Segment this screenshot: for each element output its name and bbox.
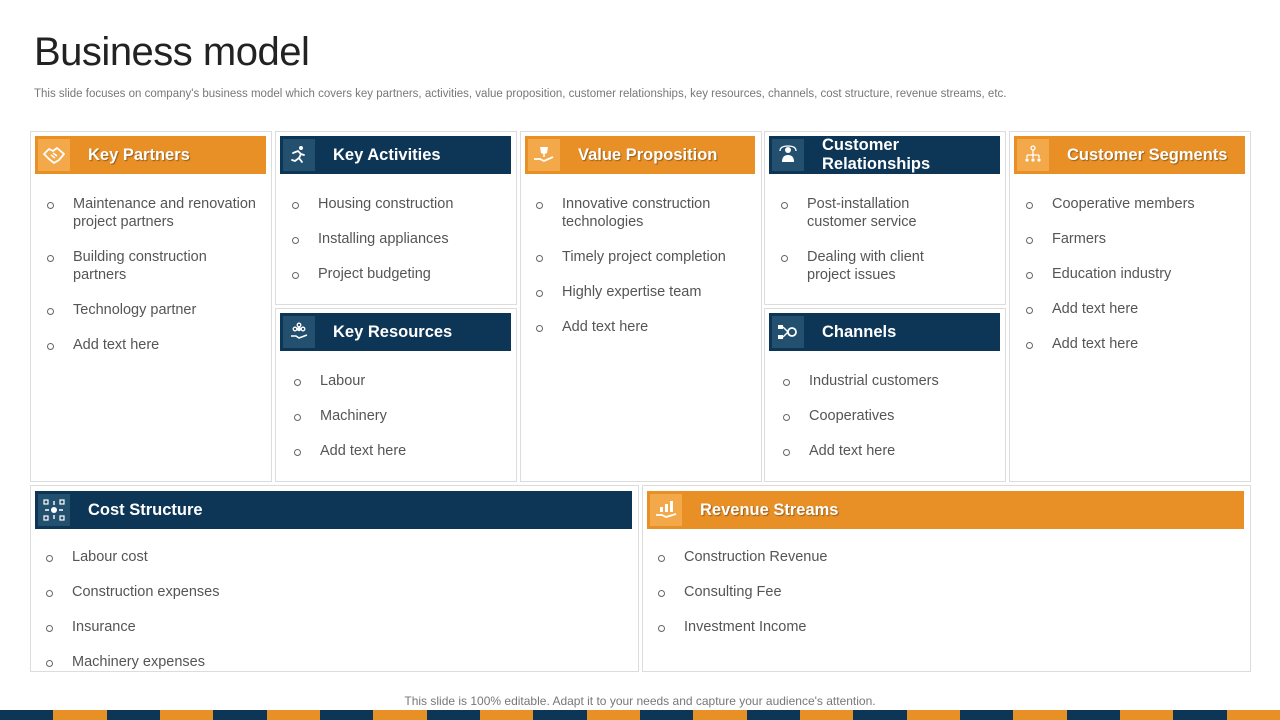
value-proposition-header <box>525 136 755 174</box>
list-item: Highly expertise team <box>535 283 755 301</box>
key-activities-header <box>280 136 511 174</box>
key-resources-header <box>280 313 511 351</box>
list-item: Add text here <box>1025 335 1240 353</box>
page-title: Business model <box>34 30 310 74</box>
customer-relationships-title: Customer Relationships <box>822 136 931 173</box>
channel-network-icon <box>772 316 804 348</box>
list-item: Building construction partners <box>46 248 261 284</box>
channels-list <box>782 372 992 460</box>
list-item: Insurance <box>45 618 445 636</box>
key-activities-title: Key Activities <box>333 145 441 164</box>
decorative-stripe <box>0 710 1280 720</box>
customer-segments-list <box>1025 195 1240 353</box>
revenue-streams-list <box>657 548 1057 636</box>
customer-support-icon <box>772 139 804 171</box>
flower-hand-icon <box>283 316 315 348</box>
list-item: Add text here <box>46 336 261 354</box>
list-item: Maintenance and renovation project partners <box>46 195 261 231</box>
list-item: Cooperative members <box>1025 195 1240 213</box>
list-item: Add text here <box>293 442 508 460</box>
handshake-icon <box>38 139 70 171</box>
cost-structure-header <box>35 491 632 529</box>
trophy-hand-icon <box>528 139 560 171</box>
footer-note: This slide is 100% editable. Adapt it to your needs and capture your audience's attention. <box>404 694 876 708</box>
list-item: Project budgeting <box>291 265 506 283</box>
list-item: Construction Revenue <box>657 548 1057 566</box>
running-person-icon <box>283 139 315 171</box>
key-partners-header <box>35 136 266 174</box>
list-item: Education industry <box>1025 265 1240 283</box>
list-item: Cooperatives <box>782 407 992 425</box>
key-partners-list <box>46 195 261 354</box>
list-item: Installing appliances <box>291 230 506 248</box>
list-item: Housing construction <box>291 195 506 213</box>
list-item: Add text here <box>535 318 755 336</box>
list-item: Investment Income <box>657 618 1057 636</box>
key-partners-title: Key Partners <box>88 145 190 164</box>
list-item: Labour <box>293 372 508 390</box>
cost-structure-list <box>45 548 445 671</box>
list-item: Technology partner <box>46 301 261 319</box>
cost-network-icon <box>38 494 70 526</box>
cost-structure-title: Cost Structure <box>88 500 203 519</box>
list-item: Add text here <box>1025 300 1240 318</box>
growth-hand-icon <box>650 494 682 526</box>
list-item: Machinery <box>293 407 508 425</box>
list-item: Dealing with client project issues <box>780 248 940 284</box>
key-activities-list <box>291 195 506 283</box>
hierarchy-icon <box>1017 139 1049 171</box>
list-item: Industrial customers <box>782 372 992 390</box>
customer-relationships-list <box>780 195 980 284</box>
list-item: Labour cost <box>45 548 445 566</box>
key-resources-list <box>293 372 508 460</box>
value-proposition-list <box>535 195 755 336</box>
list-item: Post-installation customer service <box>780 195 950 231</box>
list-item: Machinery expenses <box>45 653 445 671</box>
page-subtitle: This slide focuses on company's business model which covers key partners, activities, value proposition, customer relationships, key resources, channels, cost structure, revenue streams, etc. <box>34 88 1007 100</box>
revenue-streams-title: Revenue Streams <box>700 500 839 519</box>
customer-segments-header <box>1014 136 1245 174</box>
key-resources-title: Key Resources <box>333 322 453 341</box>
list-item: Innovative construction technologies <box>535 195 730 231</box>
list-item: Construction expenses <box>45 583 445 601</box>
value-proposition-title: Value Proposition <box>578 145 718 164</box>
list-item: Timely project completion <box>535 248 755 266</box>
customer-relationships-header <box>769 136 1000 174</box>
revenue-streams-header <box>647 491 1244 529</box>
list-item: Farmers <box>1025 230 1240 248</box>
list-item: Add text here <box>782 442 992 460</box>
channels-header <box>769 313 1000 351</box>
customer-segments-title: Customer Segments <box>1067 145 1228 164</box>
list-item: Consulting Fee <box>657 583 1057 601</box>
channels-title: Channels <box>822 322 897 341</box>
